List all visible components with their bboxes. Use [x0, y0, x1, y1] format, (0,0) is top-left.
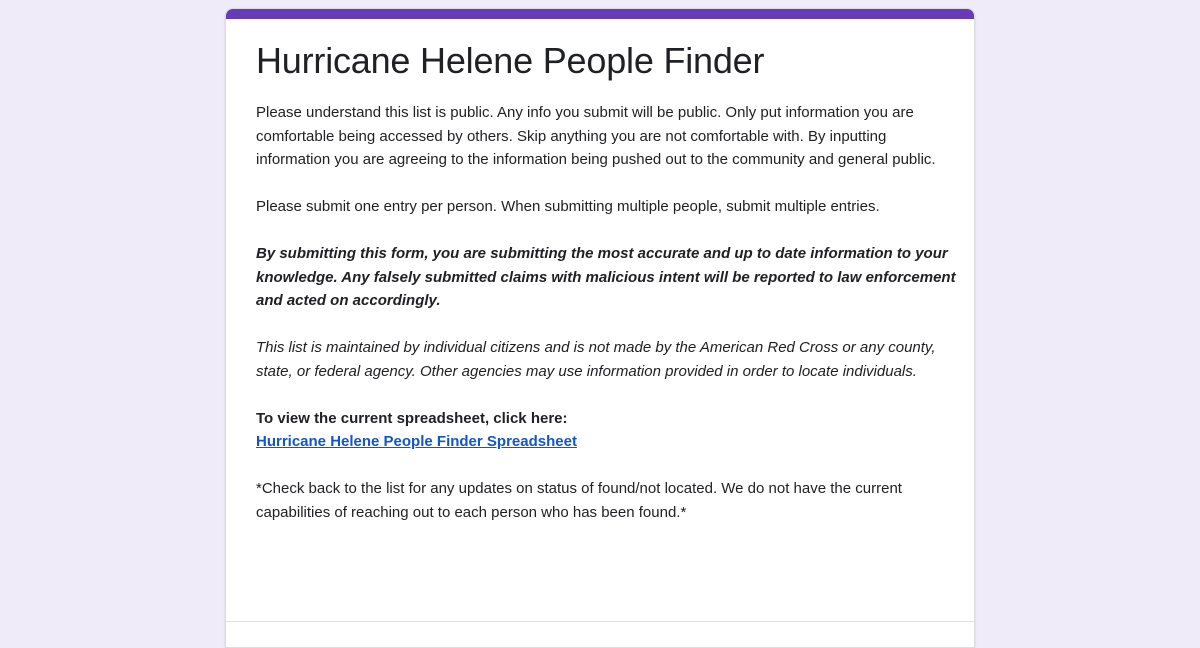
form-content — [256, 39, 956, 548]
accuracy-warning-paragraph: By submitting this form, you are submitting the most accurate and up to date information to your knowledge. Any falsely submitted claims with malicious intent will be reported to law enforcement and acted on accordingly. — [256, 245, 956, 309]
public-notice-paragraph: Please understand this list is public. Any info you submit will be public. Only put information you are comfortable being accessed by others. Skip anything you are not comfortable with. By inputting information you are agreeing to the information being pushed out to the community and general public. — [256, 104, 936, 168]
spreadsheet-prompt: To view the current spreadsheet, click here: — [256, 409, 568, 427]
spreadsheet-link[interactable]: Hurricane Helene People Finder Spreadsheet — [256, 433, 577, 450]
form-accent-bar — [226, 9, 974, 19]
form-title: Hurricane Helene People Finder — [256, 40, 765, 81]
card-divider — [226, 621, 974, 622]
spreadsheet-link-block — [256, 407, 956, 454]
one-entry-paragraph: Please submit one entry per person. When submitting multiple people, submit multiple entries. — [256, 198, 880, 215]
disclaimer-paragraph: This list is maintained by individual citizens and is not made by the American Red Cross or any county, state, or federal agency. Other agencies may use information provided in order to locate individuals. — [256, 339, 936, 380]
form-header-card — [225, 8, 975, 648]
status-update-note: *Check back to the list for any updates on status of found/not located. We do not have the current capabilities of reaching out to each person who has been found.* — [256, 480, 902, 521]
